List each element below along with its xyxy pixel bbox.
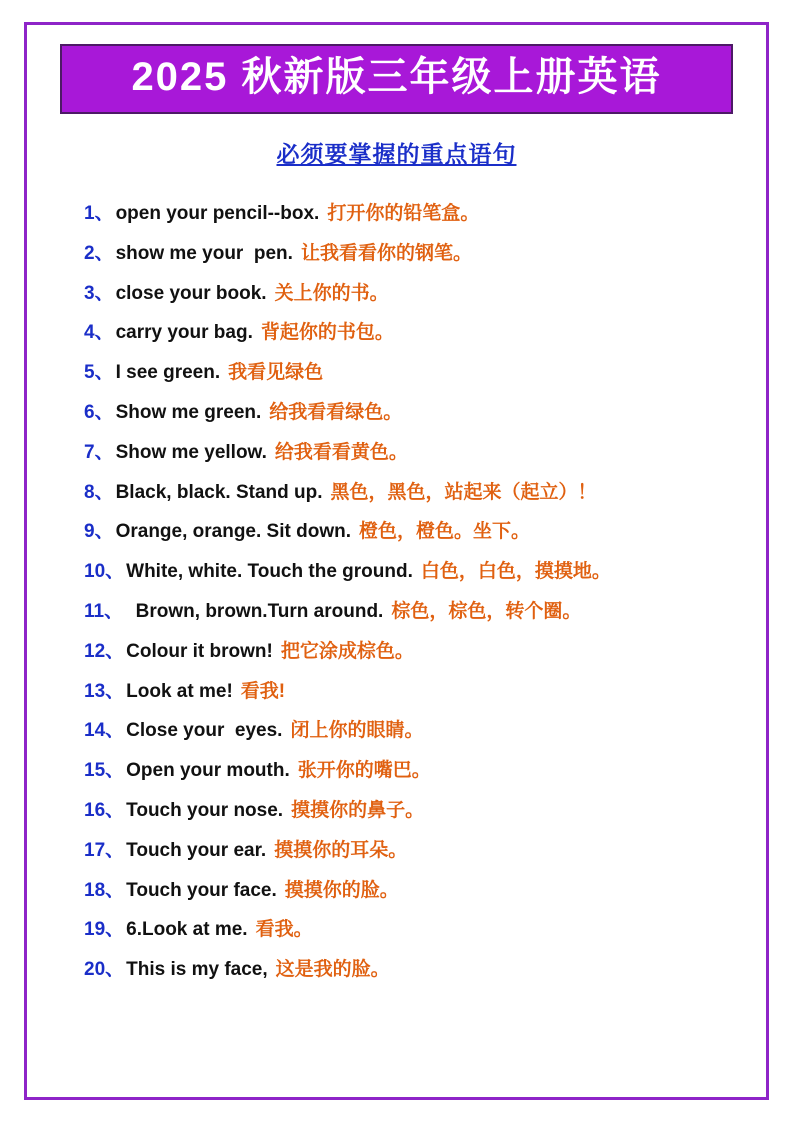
- list-item: [84, 840, 739, 863]
- item-english: Colour it brown!: [126, 640, 273, 662]
- item-number: 4、: [84, 322, 114, 344]
- item-chinese: 橙色，橙色。坐下。: [359, 521, 531, 543]
- item-english: Touch your face.: [126, 879, 277, 901]
- item-english: Show me yellow.: [115, 441, 267, 463]
- item-chinese: 关上你的书。: [274, 282, 389, 304]
- list-item: [84, 720, 739, 743]
- item-number: 2、: [84, 242, 114, 264]
- item-english: Touch your nose.: [126, 799, 284, 821]
- list-item: [84, 362, 739, 385]
- item-english: Brown, brown.Turn around.: [125, 600, 384, 622]
- item-chinese: 闭上你的眼睛。: [290, 720, 424, 742]
- item-number: 11、: [84, 600, 124, 622]
- item-chinese: 这是我的脸。: [275, 959, 390, 981]
- item-chinese: 黑色，黑色，站起来（起立）！: [330, 481, 597, 503]
- list-item: [84, 402, 739, 425]
- item-number: 19、: [84, 919, 125, 941]
- page-subtitle: 必须要掌握的重点语句: [276, 141, 517, 167]
- item-number: 12、: [84, 640, 125, 662]
- item-english: show me your pen.: [115, 242, 293, 264]
- item-number: 9、: [84, 521, 114, 543]
- item-chinese: 背起你的书包。: [260, 322, 394, 344]
- item-number: 6、: [84, 401, 114, 423]
- list-item: [84, 959, 739, 982]
- list-item: [84, 521, 739, 544]
- item-chinese: 给我看看黄色。: [274, 441, 408, 463]
- item-english: White, white. Touch the ground.: [126, 561, 413, 583]
- item-chinese: 摸摸你的鼻子。: [291, 799, 425, 821]
- item-chinese: 让我看看你的钢笔。: [300, 242, 472, 264]
- item-number: 17、: [84, 839, 125, 861]
- list-item: [84, 760, 739, 783]
- list-item: [84, 482, 739, 505]
- item-english: Close your eyes.: [126, 720, 283, 742]
- item-number: 14、: [84, 720, 125, 742]
- list-item: [84, 800, 739, 823]
- item-english: Look at me!: [126, 680, 233, 702]
- item-number: 15、: [84, 760, 125, 782]
- item-english: carry your bag.: [115, 322, 253, 344]
- item-number: 10、: [84, 561, 125, 583]
- item-number: 13、: [84, 680, 125, 702]
- list-item: [84, 203, 739, 226]
- item-english: I see green.: [115, 362, 221, 384]
- item-number: 8、: [84, 481, 114, 503]
- item-english: close your book.: [115, 282, 267, 304]
- item-chinese: 摸摸你的耳朵。: [274, 839, 408, 861]
- list-item: [84, 880, 739, 903]
- list-item: [84, 641, 739, 664]
- item-english: Touch your ear.: [126, 839, 267, 861]
- item-chinese: 看我!: [240, 680, 286, 702]
- list-item: [84, 681, 739, 704]
- sentence-list: [54, 203, 739, 982]
- item-english: open your pencil--box.: [115, 203, 320, 224]
- item-chinese: 白色，白色，摸摸地。: [420, 561, 611, 583]
- item-english: Open your mouth.: [126, 760, 290, 782]
- item-english: Orange, orange. Sit down.: [115, 521, 351, 543]
- item-number: 16、: [84, 799, 125, 821]
- list-item: [84, 283, 739, 306]
- item-chinese: 我看见绿色: [228, 362, 324, 384]
- item-chinese: 给我看看绿色。: [269, 401, 403, 423]
- item-english: This is my face,: [126, 959, 268, 981]
- item-chinese: 棕色，棕色，转个圈。: [391, 600, 582, 622]
- item-number: 5、: [84, 362, 114, 384]
- title-banner: [60, 44, 733, 114]
- item-chinese: 摸摸你的脸。: [284, 879, 399, 901]
- item-english: 6.Look at me.: [126, 919, 248, 941]
- item-number: 20、: [84, 959, 125, 981]
- subtitle-row: [54, 136, 739, 169]
- item-chinese: 张开你的嘴巴。: [297, 760, 431, 782]
- item-number: 18、: [84, 879, 125, 901]
- list-item: [84, 601, 739, 624]
- item-english: Show me green.: [115, 401, 262, 423]
- list-item: [84, 322, 739, 345]
- item-number: 3、: [84, 282, 114, 304]
- item-chinese: 看我。: [255, 919, 313, 941]
- list-item: [84, 243, 739, 266]
- list-item: [84, 919, 739, 942]
- list-item: [84, 442, 739, 465]
- item-english: Black, black. Stand up.: [115, 481, 323, 503]
- item-number: 1、: [84, 203, 114, 224]
- item-chinese: 把它涂成棕色。: [280, 640, 414, 662]
- page-title: 2025 秋新版三年级上册英语: [131, 55, 662, 99]
- item-chinese: 打开你的铅笔盒。: [327, 203, 480, 224]
- list-item: [84, 561, 739, 584]
- document-content: [24, 22, 769, 982]
- item-number: 7、: [84, 441, 114, 463]
